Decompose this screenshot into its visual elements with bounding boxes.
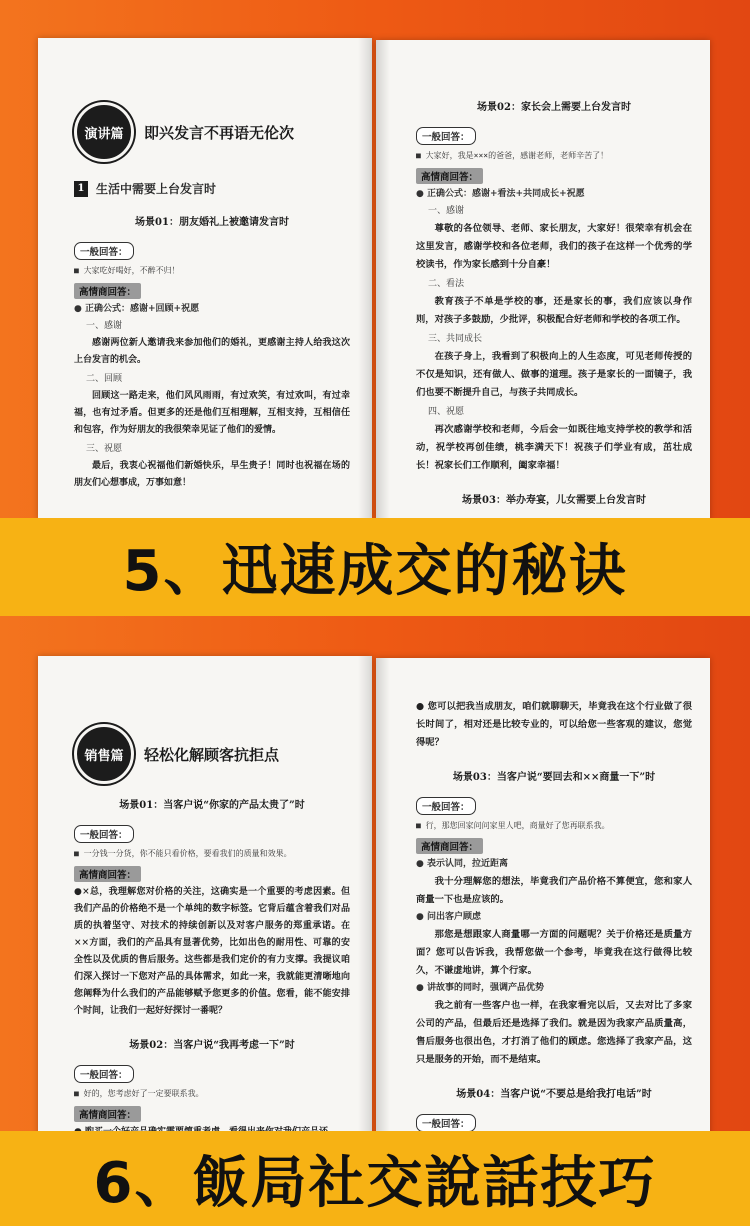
- chapter-title: 即兴发言不再语无伦次: [144, 123, 295, 142]
- subheading: 四、祝愿: [428, 407, 465, 417]
- section-banner: [0, 518, 750, 616]
- section-title: 生活中需要上台发言时: [96, 182, 217, 196]
- high-eq-answer-tag: 高情商回答：: [74, 1106, 141, 1122]
- paragraph: ● 您可以把我当成朋友，咱们就聊聊天，毕竟我在这个行业做了很长时间了，相对还是比较专业的，可以给您一些客观的建议，您觉得呢？: [416, 701, 692, 748]
- paragraph: 在孩子身上，我看到了积极向上的人生态度，可见老师传授的不仅是知识，还有做人、做事的道理。孩子是家长的一面镜子，我们也要不断提升自己，与孩子共同成长。: [416, 351, 692, 398]
- top-book-spread: [0, 0, 750, 520]
- plain-answer: ■ 大家吃好喝好，不醉不归！: [74, 266, 180, 275]
- formula: ● 正确公式：感谢+回顾+祝愿: [74, 304, 200, 314]
- banner-title: 6、飯局社交說話技巧: [93, 1150, 657, 1216]
- section-heading: [74, 180, 350, 197]
- scene-title: 场景02：当客户说“我再考虑一下”时: [129, 1040, 295, 1051]
- section-number: 1: [74, 181, 88, 197]
- plain-answer-tag: 一般回答：: [74, 825, 134, 843]
- subheading: 一、感谢: [86, 321, 123, 331]
- page-gutter-shadow: [358, 656, 372, 1140]
- plain-answer: ■ 行，那您回家问问家里人吧，商量好了您再联系我。: [416, 821, 610, 830]
- plain-answer-tag: 一般回答：: [74, 1065, 134, 1083]
- plain-answer: ■ 大家好，我是×××的爸爸，感谢老师，老师辛苦了！: [416, 151, 609, 160]
- chapter-header: [74, 724, 350, 784]
- high-eq-answer-tag: 高情商回答：: [74, 866, 141, 882]
- high-eq-answer-tag: 高情商回答：: [416, 168, 483, 184]
- paragraph: 再次感谢学校和老师，今后会一如既往地支持学校的教学和活动，祝学校再创佳绩，桃李满天下！祝孩子们学业有成，茁壮成长！祝家长们工作顺利，阖家幸福！: [416, 424, 692, 471]
- top-right-page: [376, 40, 710, 520]
- section-banner: [0, 1131, 750, 1226]
- paragraph: ●×总，我理解您对价格的关注，这确实是一个重要的考虑因素。但我们产品的价格绝不是一个单纯的数字标签。它背后蕴含着我们对品质的执着坚守、对技术的持续创新以及对客户服务的郑重承诺。在××方面，我们的产品具有显著优势，比如出色的耐用性、可靠的安全性以及优质的售后服务。这些都是我们定价的有力支撑。我提议咱们深入探讨一下您对产品的具体需求，如此一来，我就能更清晰地向您阐释为什么我们的产品能够赋予您更多的价值。您看，能不能安排个时间，让我们一起好好探讨一番呢？: [74, 887, 350, 1016]
- scene-title: 场景04：当客户说“不要总是给我打电话”时: [456, 1089, 652, 1100]
- plain-answer: ■ 好的，您考虑好了一定要联系我。: [74, 1089, 204, 1098]
- scene-title: 场景01：朋友婚礼上被邀请发言时: [135, 217, 289, 228]
- scene-title: 场景03：举办寿宴，儿女需要上台发言时: [462, 495, 646, 506]
- bottom-book-spread: [0, 620, 750, 1140]
- paragraph: 最后，我衷心祝福他们新婚快乐，早生贵子！同时也祝福在场的朋友们心想事成，万事如意！: [74, 461, 350, 488]
- chapter-header: [74, 102, 350, 162]
- paragraph: 教育孩子不单是学校的事，还是家长的事，我们应该以身作则，对孩子多鼓励，少批评，积极配合好老师和学校的各项工作。: [416, 296, 692, 325]
- scene-title: 场景01：当客户说“你家的产品太贵了”时: [119, 800, 305, 811]
- bullet-point: ● 表示认同，拉近距离: [416, 859, 508, 869]
- scene-title: 场景02：家长会上需要上台发言时: [477, 102, 631, 113]
- page-gutter-shadow: [376, 40, 390, 520]
- paragraph: 回顾这一路走来，他们风风雨雨，有过欢笑，有过欢叫，有过幸福，也有过矛盾。但更多的还是他们互相理解，互相支持，互相信任和包容，作为好朋友的我很荣幸见证了他们的爱情。: [74, 391, 350, 435]
- banner-title: 5、迅速成交的秘诀: [122, 539, 628, 604]
- bullet-point: ● 讲故事的同时，强调产品优势: [416, 983, 544, 993]
- paragraph: 尊敬的各位领导、老师、家长朋友，大家好！很荣幸有机会在这里发言，感谢学校和各位老师，我们的孩子在这样一个优秀的学校读书，作为家长感到十分自豪！: [416, 223, 692, 270]
- high-eq-answer-tag: 高情商回答：: [416, 838, 483, 854]
- page-gutter-shadow: [376, 658, 390, 1140]
- plain-answer-tag: 一般回答：: [416, 797, 476, 815]
- plain-answer: ■ 一分钱一分货，你不能只看价格，要看我们的质量和效果。: [74, 849, 292, 858]
- paragraph: 感谢两位新人邀请我来参加他们的婚礼，更感谢主持人给我这次上台发言的机会。: [74, 338, 350, 365]
- chapter-badge: 演讲篇: [74, 102, 134, 162]
- formula: ● 正确公式：感谢+看法+共同成长+祝愿: [416, 189, 585, 199]
- bottom-left-page: [38, 656, 372, 1140]
- high-eq-answer-tag: 高情商回答：: [74, 283, 141, 299]
- subheading: 三、祝愿: [86, 444, 123, 454]
- plain-answer-tag: 一般回答：: [416, 1114, 476, 1132]
- bullet-point: ● 问出客户顾虑: [416, 912, 481, 922]
- plain-answer-tag: 一般回答：: [74, 242, 134, 260]
- scene-title: 场景03：当客户说“要回去和××商量一下”时: [452, 772, 656, 783]
- chapter-title: 轻松化解顾客抗拒点: [144, 745, 280, 764]
- subheading: 三、共同成长: [428, 334, 483, 344]
- paragraph: 我十分理解您的想法，毕竟我们产品价格不算便宜，您和家人商量一下也是应该的。: [416, 876, 692, 905]
- top-left-page: [38, 38, 372, 520]
- plain-answer-tag: 一般回答：: [416, 127, 476, 145]
- subheading: 一、感谢: [428, 206, 465, 216]
- page-gutter-shadow: [358, 38, 372, 520]
- paragraph: 那您是想跟家人商量哪一方面的问题呢？关于价格还是质量方面？您可以告诉我，我帮您做一个参考，毕竟我在这行做得比较久，不谦虚地讲，算个行家。: [416, 929, 692, 976]
- bottom-right-page: [376, 658, 710, 1140]
- subheading: 二、回顾: [86, 374, 123, 384]
- subheading: 二、看法: [428, 279, 465, 289]
- chapter-badge: 销售篇: [74, 724, 134, 784]
- paragraph: 我之前有一些客户也一样，在我家看完以后，又去对比了多家公司的产品，但最后还是选择了我们。就是因为我家产品质量高，售后服务也很出色，才打消了他们的顾虑。您选择了我家产品，这只是服务的开始，而不是结束。: [416, 1000, 692, 1065]
